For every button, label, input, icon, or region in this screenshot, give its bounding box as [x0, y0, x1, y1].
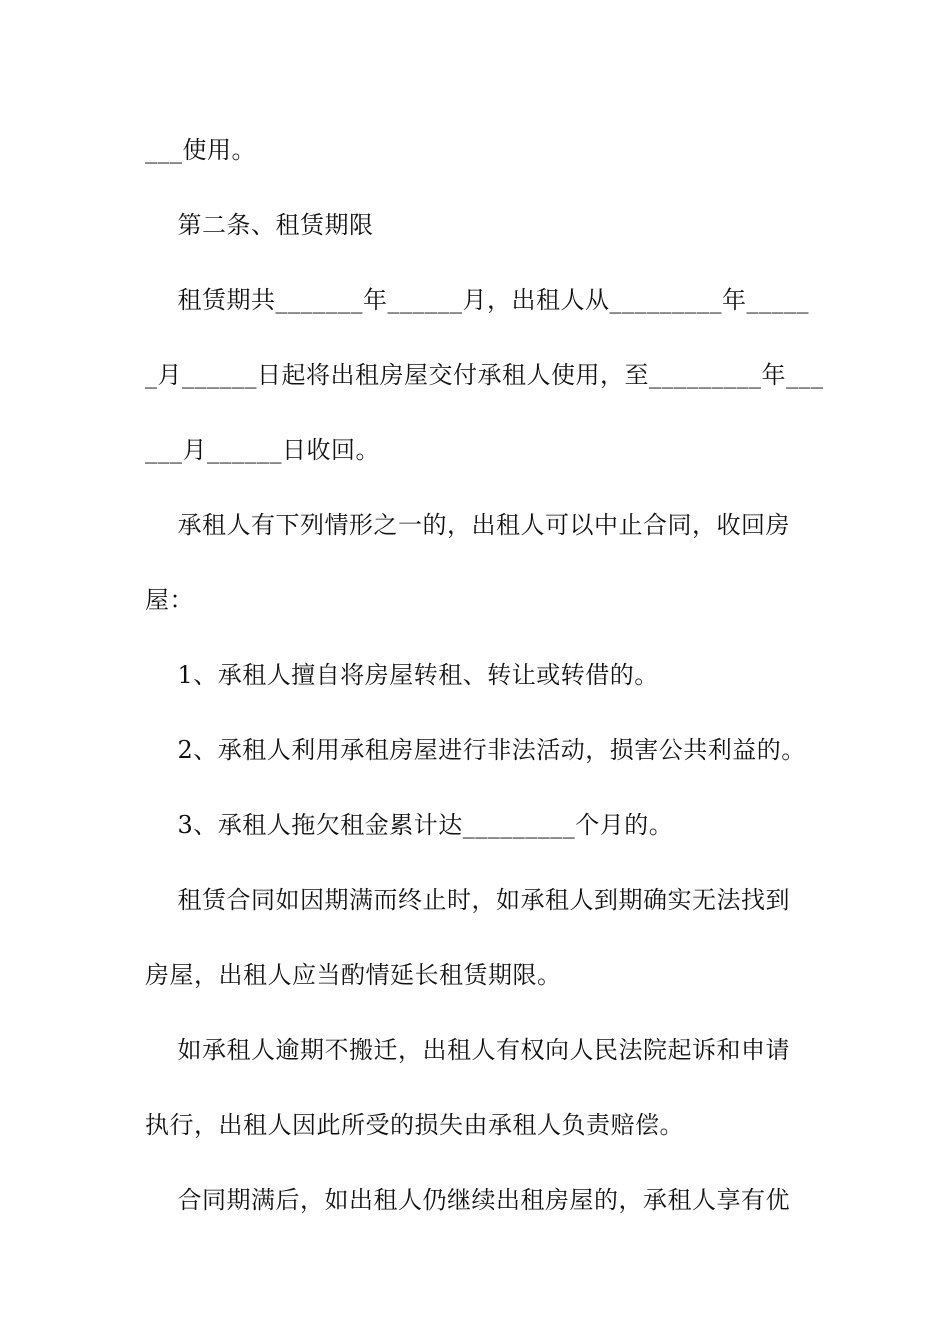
text-line: 租赁期共_______年______月，出租人从_________年_____ — [145, 286, 810, 314]
text-line: _月______日起将出租房屋交付承租人使用，至_________年___ — [145, 361, 824, 389]
list-item: 3、承租人拖欠租金累计达_________个月的。 — [145, 811, 674, 839]
text-line: 租赁合同如因期满而终止时，如承租人到期确实无法找到 — [145, 886, 791, 914]
text-line: ___月______日收回。 — [145, 436, 380, 464]
list-item: 1、承租人擅自将房屋转租、转让或转借的。 — [145, 661, 659, 689]
text-line: 如承租人逾期不搬迁，出租人有权向人民法院起诉和申请 — [145, 1036, 791, 1064]
section-heading: 第二条、租赁期限 — [145, 211, 374, 239]
list-item: 2、承租人利用承租房屋进行非法活动，损害公共利益的。 — [145, 736, 806, 764]
text-line: 屋： — [145, 586, 194, 614]
text-line: 执行，出租人因此所受的损失由承租人负责赔偿。 — [145, 1111, 684, 1139]
text-line: ___使用。 — [145, 136, 256, 164]
text-line: 合同期满后，如出租人仍继续出租房屋的，承租人享有优 — [145, 1186, 791, 1214]
text-line: 房屋，出租人应当酌情延长租赁期限。 — [145, 961, 562, 989]
text-line: 承租人有下列情形之一的，出租人可以中止合同，收回房 — [145, 511, 791, 539]
